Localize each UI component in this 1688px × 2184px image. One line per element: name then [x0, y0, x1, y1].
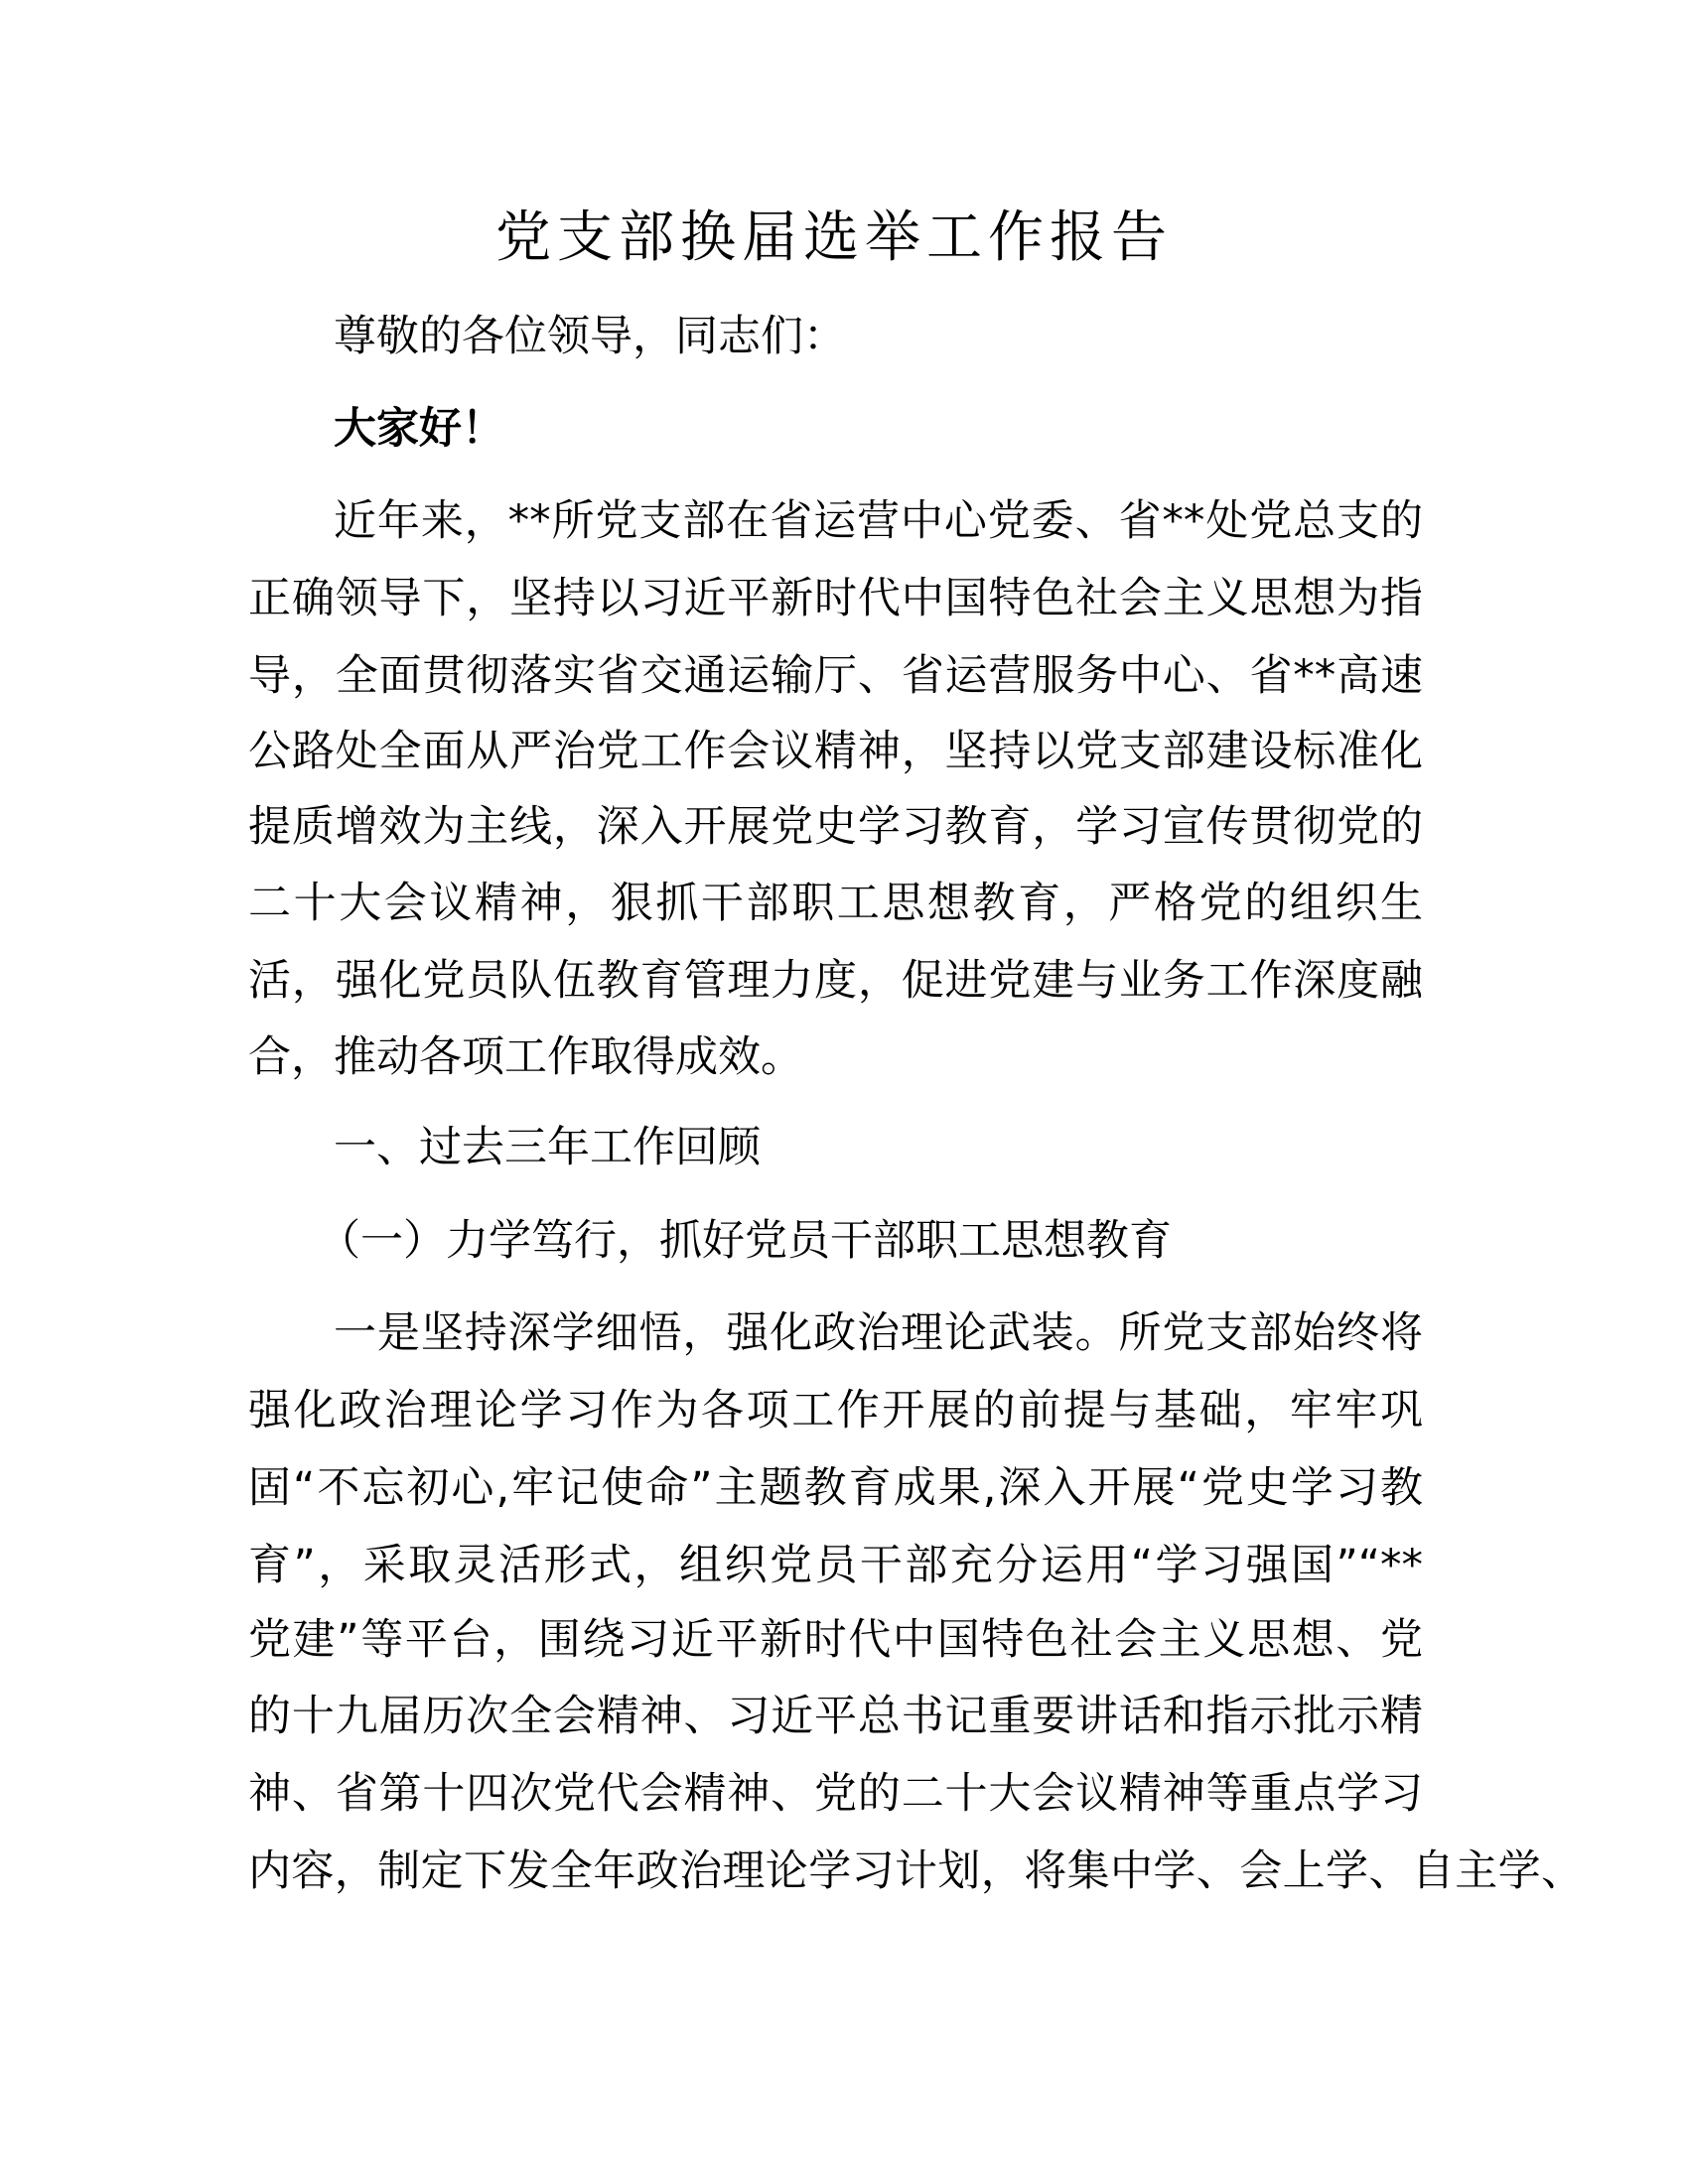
document-title: 党支部换届选举工作报告 — [495, 205, 1173, 270]
paragraph-line: 活，强化党员队伍教育管理力度，促进党建与业务工作深度融 — [248, 956, 1423, 1006]
paragraph-line: 二十大会议精神，狠抓干部职工思想教育，严格党的组织生 — [248, 879, 1423, 928]
paragraph-line: 正确领导下，坚持以习近平新时代中国特色社会主义思想为指 — [248, 574, 1423, 623]
paragraph-line: 一是坚持深学细悟，强化政治理论武装。所党支部始终将 — [334, 1308, 1423, 1358]
paragraph-line: 合，推动各项工作取得成效。 — [248, 1032, 803, 1082]
paragraph-line: 育”，采取灵活形式，组织党员干部充分运用“学习强国”“** — [248, 1541, 1423, 1590]
paragraph-line: 公路处全面从严治党工作会议精神，坚持以党支部建设标准化 — [248, 727, 1423, 776]
salutation: 尊敬的各位领导，同志们： — [334, 312, 846, 361]
paragraph-line: 固“不忘初心,牢记使命”主题教育成果,深入开展“党史学习教 — [248, 1463, 1423, 1513]
paragraph-line: 神、省第十四次党代会精神、党的二十大会议精神等重点学习 — [248, 1769, 1423, 1819]
paragraph-line: 强化政治理论学习作为各项工作开展的前提与基础，牢牢巩 — [248, 1386, 1423, 1435]
paragraph-line: 内容，制定下发全年政治理论学习计划，将集中学、会上学、自主学、 — [248, 1846, 1584, 1896]
section-heading: 一、过去三年工作回顾 — [334, 1123, 761, 1172]
greeting: 大家好！ — [334, 404, 504, 454]
paragraph-line: 提质增效为主线，深入开展党史学习教育，学习宣传贯彻党的 — [248, 802, 1423, 852]
paragraph-line: 近年来，**所党支部在省运营中心党委、省**处党总支的 — [334, 496, 1423, 546]
paragraph-line: 的十九届历次全会精神、习近平总书记重要讲话和指示批示精 — [248, 1692, 1423, 1741]
paragraph-line: 导，全面贯彻落实省交通运输厅、省运营服务中心、省**高速 — [248, 651, 1423, 701]
subsection-heading: （一）力学笃行，抓好党员干部职工思想教育 — [318, 1216, 1172, 1266]
paragraph-line: 党建”等平台，围绕习近平新时代中国特色社会主义思想、党 — [248, 1615, 1423, 1665]
